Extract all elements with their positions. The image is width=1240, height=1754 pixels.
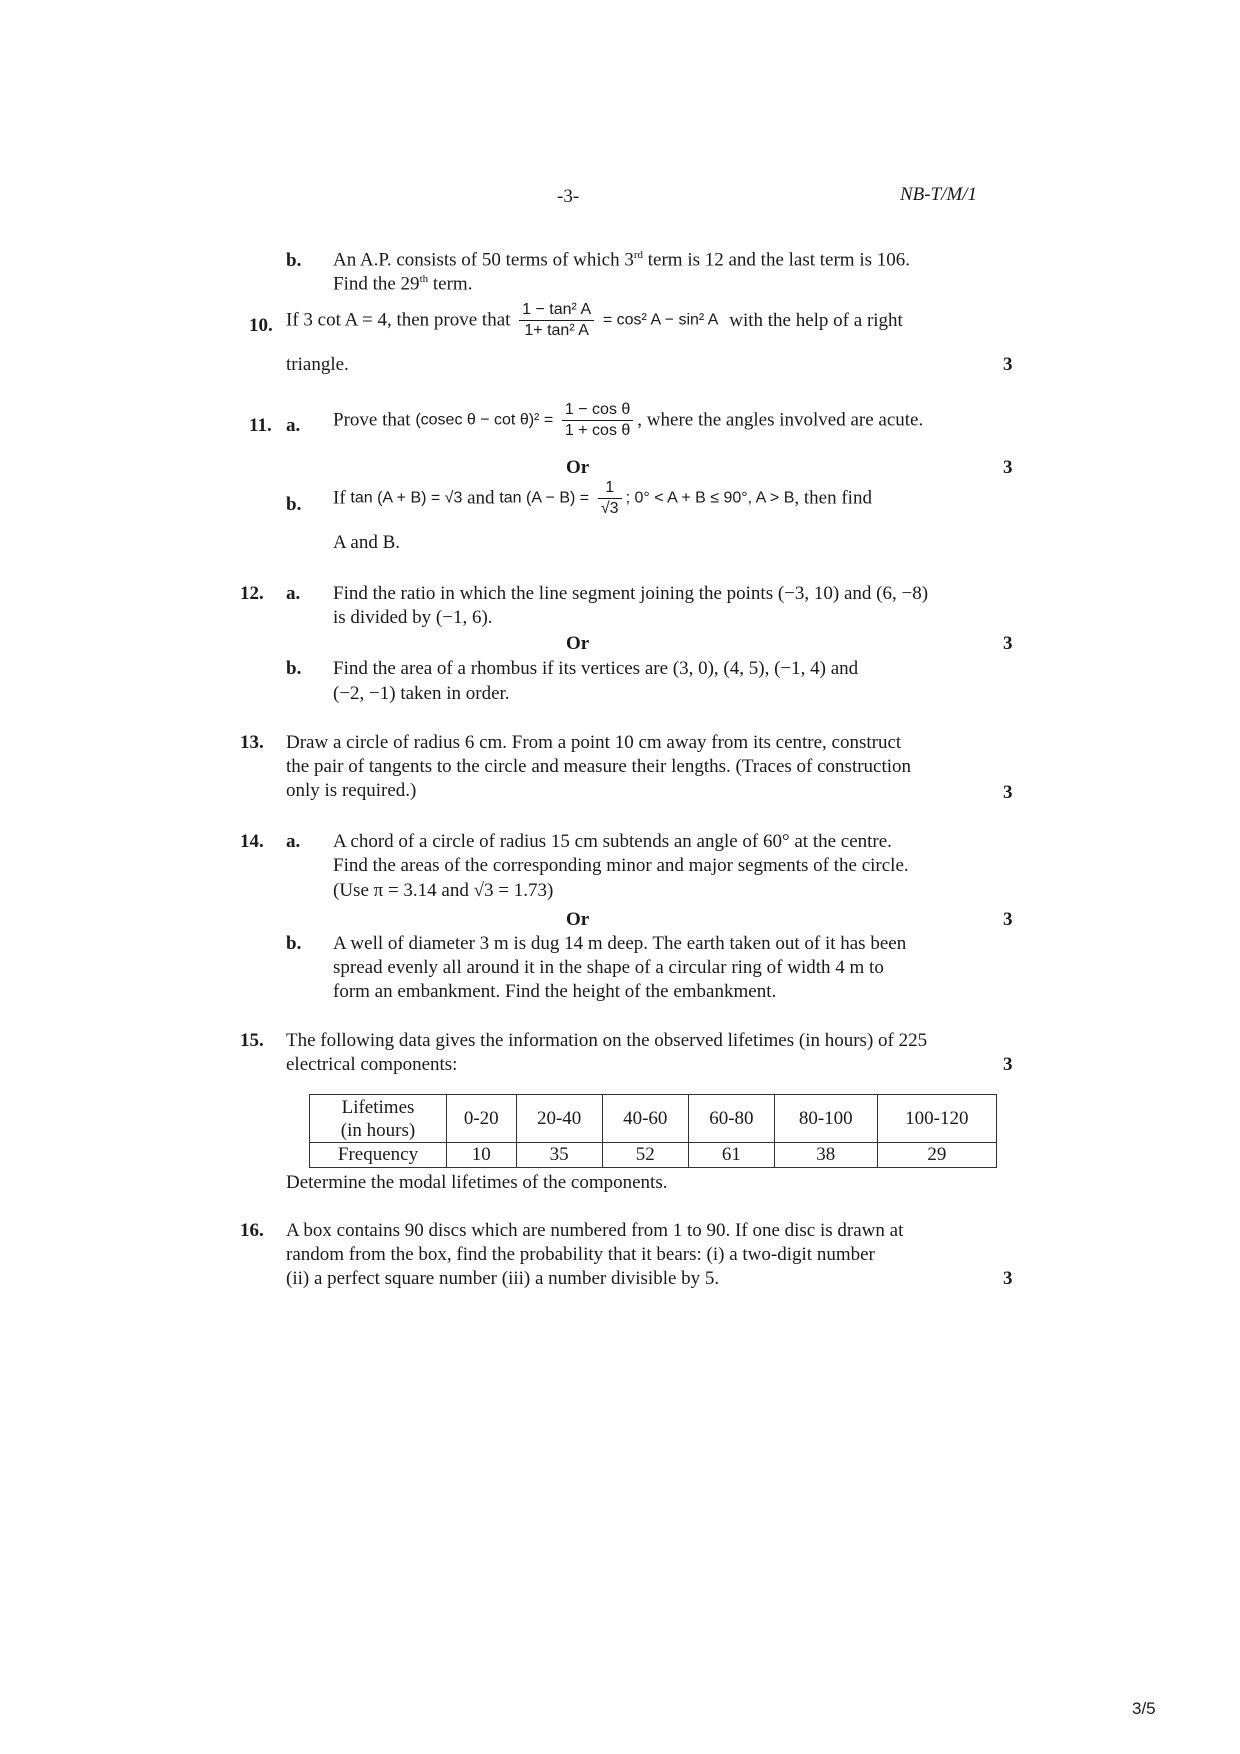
q11-number: 11. [249,415,272,436]
q15-number: 15. [240,1030,264,1051]
q16-line-2: random from the box, find the probability that it bears: (i) a two-digit number [286,1244,875,1265]
table-cell: 100-120 [877,1095,996,1143]
q12-or: Or [566,633,590,654]
table-cell: 38 [774,1143,877,1168]
q16-line-3: (ii) a perfect square number (iii) a number divisible by 5. [286,1268,720,1289]
q15-line-2: electrical components: [286,1054,458,1075]
table-cell: 0-20 [447,1095,517,1143]
table-cell: 52 [602,1143,688,1168]
q10-line-2: triangle. [286,354,349,375]
q9-part-b-label: b. [286,250,302,271]
table-cell: 20-40 [516,1095,602,1143]
q14-marks: 3 [1003,909,1013,930]
lifetimes-table [309,1094,997,1168]
q14b-line-1: A well of diameter 3 m is dug 14 m deep. The earth taken out of it has been [333,933,907,954]
q12-number: 12. [240,583,264,604]
q14-number: 14. [240,831,264,852]
page-marker: -3- [557,186,580,207]
q14a-line-1: A chord of a circle of radius 15 cm subtends an angle of 60° at the centre. [333,831,892,852]
q14-part-a-label: a. [286,831,301,852]
q15-after: Determine the modal lifetimes of the components. [286,1172,668,1193]
q11a-line: Prove that (cosec θ − cot θ)² = $\frac{\text{1 − cos θ}}{\text{1 + cos θ}}$ , where the angles involved are acute. [333,401,924,439]
q12-marks: 3 [1003,633,1013,654]
q12b-line-2: (−2, −1) taken in order. [333,683,510,704]
q16-number: 16. [240,1220,264,1241]
q9b-line-2: Find the 29th term. [333,273,473,295]
page-number: 3/5 [1132,1699,1156,1718]
table-row-frequency [310,1143,997,1168]
table-row-intervals [310,1095,997,1143]
q14-or: Or [566,909,590,930]
table-cell: 40-60 [602,1095,688,1143]
q12-part-a-label: a. [286,583,301,604]
q11b-line-2: A and B. [333,532,401,553]
q11b-line-1: If tan (A + B) = √3 and tan (A − B) = $\frac{1}{√3}$ ; 0° < A + B ≤ 90°, A > B, then find [333,479,872,517]
q10-marks: 3 [1003,354,1013,375]
q14a-line-2: Find the areas of the corresponding minor and major segments of the circle. [333,855,909,876]
q16-line-1: A box contains 90 discs which are numbered from 1 to 90. If one disc is drawn at [286,1220,904,1241]
table-cell: 61 [688,1143,774,1168]
q11-marks: 3 [1003,457,1013,478]
q12b-line-1: Find the area of a rhombus if its vertices are (3, 0), (4, 5), (−1, 4) and [333,658,859,679]
table-cell: 29 [877,1143,996,1168]
q14b-line-3: form an embankment. Find the height of the embankment. [333,981,777,1002]
paper-code: NB-T/M/1 [900,184,978,205]
q12a-line-2: is divided by (−1, 6). [333,607,493,628]
table-header-cell: Frequency [310,1143,447,1168]
table-cell: 80-100 [774,1095,877,1143]
table-cell: 60-80 [688,1095,774,1143]
table-cell: 35 [516,1143,602,1168]
q15-marks: 3 [1003,1054,1013,1075]
q12a-line-1: Find the ratio in which the line segment joining the points (−3, 10) and (6, −8) [333,583,929,604]
q10-fraction: $\frac{\text{1 − tan² A}}{\text{1+ tan² A}}$ [519,300,594,341]
q14-part-b-label: b. [286,933,302,954]
q10-line-1: If 3 cot A = 4, then prove that $\frac{\text{1 − tan² A}}{\text{1+ tan² A}}$ = cos² A − sin² A with the help of a right [286,301,903,339]
table-cell: 10 [447,1143,517,1168]
q10-number: 10. [249,315,273,336]
table-header-cell: Lifetimes (in hours) [310,1095,447,1143]
q13-line-1: Draw a circle of radius 6 cm. From a point 10 cm away from its centre, construct [286,732,902,753]
q11a-fraction: $\frac{\text{1 − cos θ}}{\text{1 + cos θ}}$ [562,400,633,441]
q11-part-b-label: b. [286,494,302,515]
q13-marks: 3 [1003,782,1013,803]
q14a-line-3: (Use π = 3.14 and √3 = 1.73) [333,880,554,901]
q13-line-3: only is required.) [286,780,417,801]
q13-number: 13. [240,732,264,753]
q9b-line-1: An A.P. consists of 50 terms of which 3rd term is 12 and the last term is 106. [333,249,911,271]
q11-or: Or [566,457,590,478]
q11-part-a-label: a. [286,415,301,436]
q14b-line-2: spread evenly all around it in the shape of a circular ring of width 4 m to [333,957,884,978]
q12-part-b-label: b. [286,658,302,679]
q15-line-1: The following data gives the information on the observed lifetimes (in hours) of 225 [286,1030,928,1051]
q11b-fraction: $\frac{1}{√3}$ [598,478,622,519]
q13-line-2: the pair of tangents to the circle and measure their lengths. (Traces of construction [286,756,912,777]
q16-marks: 3 [1003,1268,1013,1289]
